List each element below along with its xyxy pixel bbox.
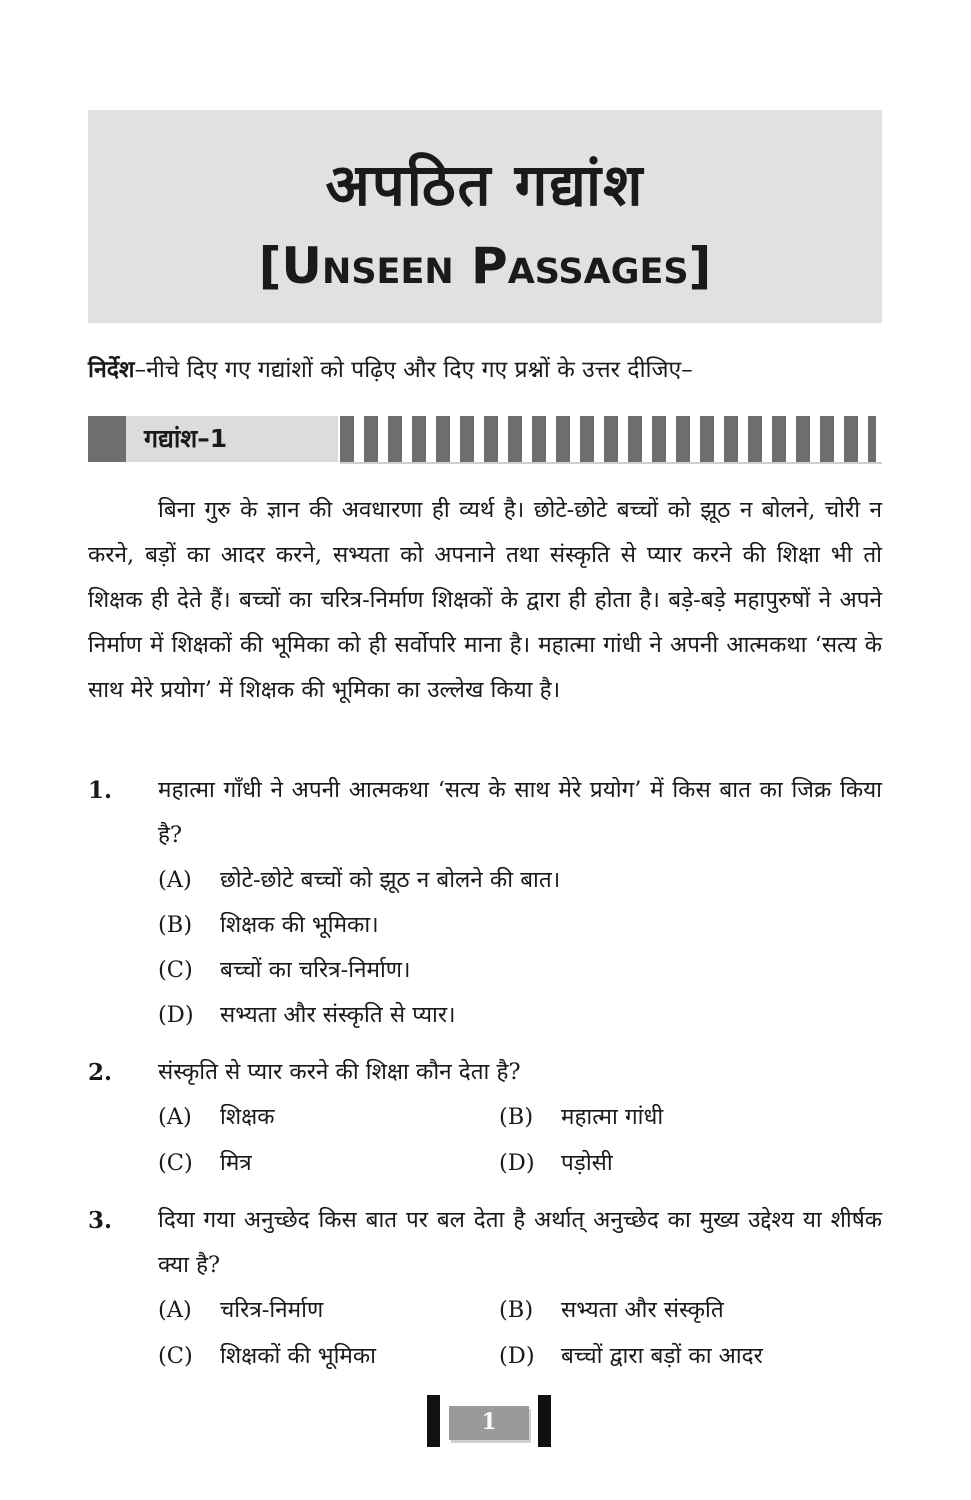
passage-text: बिना गुरु के ज्ञान की अवधारणा ही व्यर्थ है। छोटे-छोटे बच्चों को झूठ न बोलने, चोरी न करने, बड़ों का आदर करने, सभ्यता को अपनाने तथा संस्कृति से प्यार करने की शिक्षा भी तो शिक्षक ही देते हैं। बच्चों का चरित्र-निर्माण शिक्षकों के द्वारा ही होता है। बड़े-बड़े महापुरुषों ने अपने निर्माण में शिक्षकों की भूमिका को ही सर्वोपरि माना है। महात्मा गांधी ने अपनी आत्मकथा ‘सत्य के साथ मेरे प्रयोग’ में शिक्षक की भूमिका का उल्लेख किया है। bbox=[88, 497, 882, 703]
option-key: (B) bbox=[499, 1297, 534, 1323]
question-text: दिया गया अनुच्छेद किस बात पर बल देता है अर्थात् अनुच्छेद का मुख्य उद्देश्य या शीर्षक क्या है? bbox=[158, 1207, 882, 1278]
page-number-block bbox=[427, 1395, 551, 1447]
directive-text: –नीचे दिए गए गद्यांशों को पढ़िए और दिए गए प्रश्नों के उत्तर दीजिए– bbox=[134, 357, 693, 383]
option-c[interactable] bbox=[158, 1141, 252, 1186]
question-text: महात्मा गाँधी ने अपनी आत्मकथा ‘सत्य के साथ मेरे प्रयोग’ में किस बात का जिक्र किया है? bbox=[158, 777, 882, 848]
section-header-underline bbox=[340, 462, 882, 464]
option-key: (B) bbox=[158, 912, 193, 938]
option-key: (C) bbox=[158, 957, 193, 983]
page-number-left-bar bbox=[427, 1395, 440, 1447]
page-number: 1 bbox=[449, 1406, 529, 1440]
option-key: (C) bbox=[158, 1150, 193, 1176]
option-d[interactable] bbox=[158, 993, 456, 1038]
option-key: (A) bbox=[158, 1104, 192, 1130]
option-key: (A) bbox=[158, 1297, 192, 1323]
option-key: (D) bbox=[499, 1343, 535, 1369]
option-key: (D) bbox=[499, 1150, 535, 1176]
question-text: संस्कृति से प्यार करने की शिक्षा कौन देता है? bbox=[158, 1059, 521, 1085]
option-text: शिक्षक की भूमिका। bbox=[220, 912, 379, 938]
option-key: (C) bbox=[158, 1343, 193, 1369]
section-header-block bbox=[88, 416, 126, 462]
option-a[interactable] bbox=[158, 1095, 275, 1140]
directive bbox=[88, 350, 882, 390]
option-text: सभ्यता और संस्कृति से प्यार। bbox=[220, 1002, 456, 1028]
option-key: (D) bbox=[158, 1002, 194, 1028]
option-text: बच्चों द्वारा बड़ों का आदर bbox=[561, 1343, 763, 1369]
page-number-right-bar bbox=[538, 1395, 551, 1447]
chapter-title-english-text: [Unseen Passages] bbox=[258, 237, 712, 295]
option-text: महात्मा गांधी bbox=[561, 1104, 664, 1130]
section-header bbox=[88, 416, 882, 462]
chapter-title-hindi: अपठित गद्यांश bbox=[325, 151, 645, 219]
option-text: शिक्षक bbox=[220, 1104, 275, 1130]
section-label-box bbox=[126, 416, 338, 462]
option-text: शिक्षकों की भूमिका bbox=[220, 1343, 376, 1369]
directive-label: निर्देश bbox=[88, 356, 135, 383]
option-c[interactable] bbox=[158, 1334, 376, 1379]
question-number: 2. bbox=[88, 1059, 113, 1086]
option-text: चरित्र-निर्माण bbox=[220, 1297, 324, 1323]
option-c[interactable] bbox=[158, 948, 411, 993]
option-b[interactable] bbox=[499, 1288, 724, 1333]
option-key: (A) bbox=[158, 867, 192, 893]
option-a[interactable] bbox=[158, 858, 560, 903]
section-label: गद्यांश–1 bbox=[144, 424, 228, 453]
question-number: 1. bbox=[88, 777, 113, 804]
option-b[interactable] bbox=[499, 1095, 663, 1140]
chapter-title-box bbox=[88, 110, 882, 323]
option-text: पड़ोसी bbox=[561, 1150, 613, 1176]
option-key: (B) bbox=[499, 1104, 534, 1130]
option-b[interactable] bbox=[158, 903, 379, 948]
option-d[interactable] bbox=[499, 1334, 763, 1379]
chapter-title-english bbox=[88, 236, 882, 296]
section-header-stripes bbox=[340, 416, 876, 462]
option-text: छोटे-छोटे बच्चों को झूठ न बोलने की बात। bbox=[220, 867, 561, 893]
option-d[interactable] bbox=[499, 1141, 613, 1186]
option-text: मित्र bbox=[220, 1150, 252, 1176]
question-number: 3. bbox=[88, 1207, 113, 1234]
option-text: बच्चों का चरित्र-निर्माण। bbox=[220, 957, 411, 983]
option-a[interactable] bbox=[158, 1288, 323, 1333]
option-text: सभ्यता और संस्कृति bbox=[561, 1297, 724, 1323]
